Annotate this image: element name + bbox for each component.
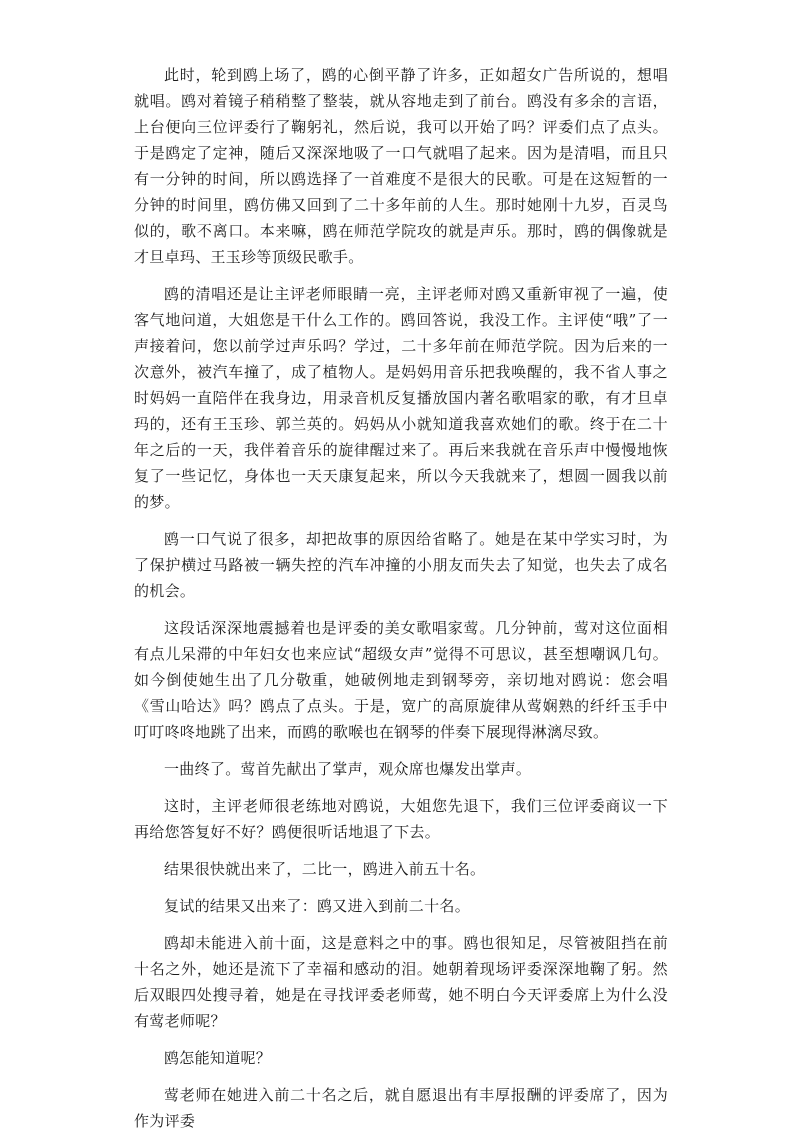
paragraph-3: 鸥一口气说了很多，却把故事的原因给省略了。她是在某中学实习时，为了保护横过马路被一辆失控的汽车冲撞的小朋友而失去了知觉，也失去了成名的机会。 xyxy=(134,530,668,600)
paragraph-2: 鸥的清唱还是让主评老师眼睛一亮，主评老师对鸥又重新审视了一遍，使客气地问道，大姐您是干什么工作的。鸥回答说，我没工作。主评使“哦”了一声接着问，您以前学过声乐吗？学过，二十多年前在师范学院。因为后来的一次意外，被汽车撞了，成了植物人。是妈妈用音乐把我唤醒的，我不省人事之时妈妈一直陪伴在我身边，用录音机反复播放国内著名歌唱家的歌，有才旦卓玛的，还有王玉珍、郭兰英的。妈妈从小就知道我喜欢她们的歌。终于在二十年之后的一天，我伴着音乐的旋律醒过来了。再后来我就在音乐声中慢慢地恢复了一些记忆，身体也一天天康复起来，所以今天我就来了，想圆一圆我以前的梦。 xyxy=(134,285,668,511)
paragraph-1: 此时，轮到鸥上场了，鸥的心倒平静了许多，正如超女广告所说的，想唱就唱。鸥对着镜子稍稍整了整装，就从容地走到了前台。鸥没有多余的言语，上台便向三位评委行了鞠躬礼，然后说，我可以开始了吗？评委们点了点头。于是鸥定了定神，随后又深深地吸了一口气就唱了起来。因为是清唱，而且只有一分钟的时间，所以鸥选择了一首难度不是很大的民歌。可是在这短暂的一分钟的时间里，鸥仿佛又回到了二十多年前的人生。那时她刚十九岁，百灵鸟似的，歌不离口。本来嘛，鸥在师范学院攻的就是声乐。那时，鸥的偶像就是才旦卓玛、王玉珍等顶级民歌手。 xyxy=(134,66,668,266)
paragraph-11: 莺老师在她进入前二十名之后，就自愿退出有丰厚报酬的评委席了，因为作为评委 xyxy=(134,1086,668,1130)
document-body xyxy=(134,62,668,1145)
paragraph-4: 这段话深深地震撼着也是评委的美女歌唱家莺。几分钟前，莺对这位面相有点儿呆滞的中年妇女也来应试“超级女声”觉得不可思议，甚至想嘲讽几句。如今倒使她生出了几分敬重，她破例地走到钢琴旁，亲切地对鸥说：您会唱《雪山哈达》吗？鸥点了点头。于是，宽广的高原旋律从莺娴熟的纤纤玉手中叮叮咚咚地跳了出来，而鸥的歌喉也在钢琴的伴奏下展现得淋漓尽致。 xyxy=(134,619,668,741)
paragraph-6: 这时，主评老师很老练地对鸥说，大姐您先退下，我们三位评委商议一下再给您答复好不好？鸥便很听话地退了下去。 xyxy=(134,797,668,841)
paragraph-9: 鸥却未能进入前十面，这是意料之中的事。鸥也很知足，尽管被阻挡在前十名之外，她还是流下了幸福和感动的泪。她朝着现场评委深深地鞠了躬。然后双眼四处搜寻着，她是在寻找评委老师莺，她不明白今天评委席上为什么没有莺老师呢？ xyxy=(134,934,668,1030)
paragraph-10: 鸥怎能知道呢？ xyxy=(164,1049,272,1067)
paragraph-5: 一曲终了。莺首先献出了掌声，观众席也爆发出掌声。 xyxy=(164,760,532,778)
paragraph-8: 复试的结果又出来了：鸥又进入到前二十名。 xyxy=(164,897,471,915)
paragraph-7: 结果很快就出来了，二比一，鸥进入前五十名。 xyxy=(164,860,486,878)
